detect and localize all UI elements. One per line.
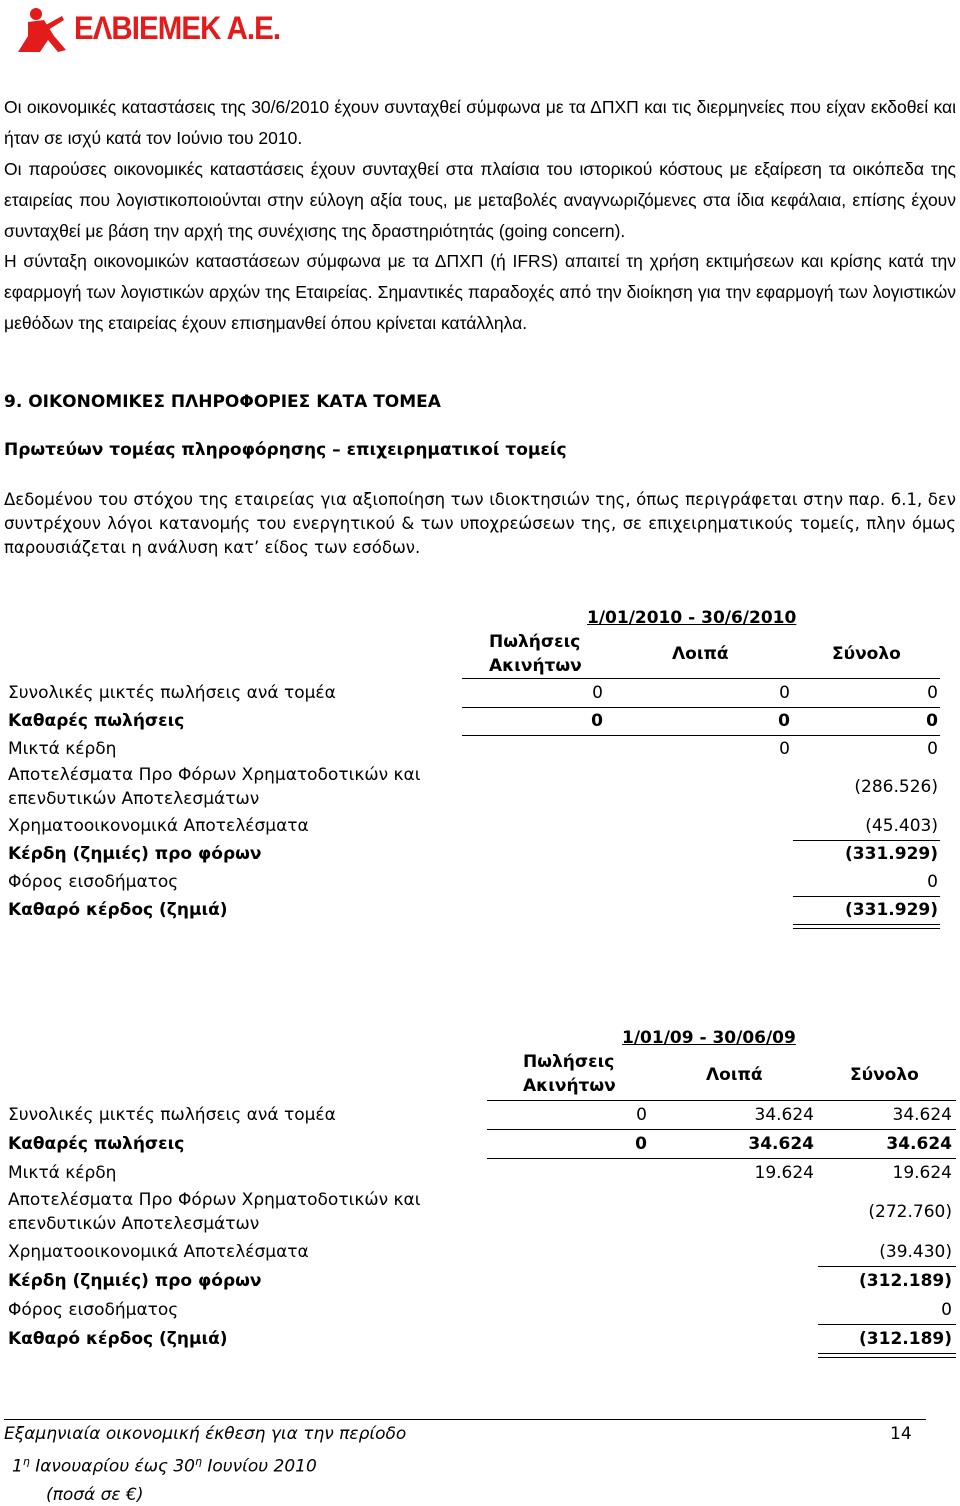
row-label: Μικτά κέρδη xyxy=(8,739,117,759)
cell-value: 0 xyxy=(927,872,938,892)
column-header-total: Σύνολο xyxy=(850,1065,919,1085)
column-header-other: Λοιπά xyxy=(672,644,729,664)
paragraph-2: Οι παρούσες οικονομικές καταστάσεις έχουν συνταχθεί στα πλαίσια του ιστορικού κόστους με εξαίρεση τα οικόπεδα της εταιρείας που λογιστικοποιούνται στην εύλογη αξία τους, με μεταβολές αναγνωριζόμενες στα ίδια κεφάλαια, επίσης έχουν συνταχθεί με βάση την αρχή της συνέχισης της δραστηριότητάς (going concern). xyxy=(4,159,956,241)
table-period: 1/01/09 - 30/06/09 xyxy=(622,1028,796,1048)
row-label: Κέρδη (ζημιές) προ φόρων xyxy=(8,844,262,864)
cell-value: 0 xyxy=(778,711,790,731)
cell-value: (272.760) xyxy=(868,1202,952,1222)
row-label: Καθαρές πωλήσεις xyxy=(8,1134,185,1154)
column-header-property-sales: Πωλήσεις xyxy=(489,632,581,652)
row-label: Καθαρό κέρδος (ζημιά) xyxy=(8,1329,228,1349)
row-label: Χρηματοοικονομικά Αποτελέσματα xyxy=(8,1242,309,1262)
paragraph-4: Δεδομένου του στόχου της εταιρείας για αξιοποίηση των ιδιοκτησιών της, όπως περιγράφεται στην παρ. 6.1, δεν συντρέχουν λόγοι κατανομής του ενεργητικού & των υποχρεώσεων της, σε επιχειρηματικούς τομείς, πλην όμως παρουσιάζεται η ανάλυση κατ’ είδος των εσόδων. xyxy=(4,490,956,557)
company-logo xyxy=(14,6,304,54)
subsection-title: Πρωτεύων τομέας πληροφόρησης – επιχειρηματικοί τομείς xyxy=(4,440,567,460)
cell-value: (312.189) xyxy=(859,1329,952,1349)
paragraph-1: Οι οικονομικές καταστάσεις της 30/6/2010 έχουν συνταχθεί σύμφωνα με τα ΔΠΧΠ και τις διερμηνείες που είχαν εκδοθεί και ήταν σε ισχύ κατά τον Ιούνιο του 2010. xyxy=(4,97,956,148)
row-label: Μικτά κέρδη xyxy=(8,1163,117,1183)
row-label: Καθαρό κέρδος (ζημιά) xyxy=(8,900,228,920)
footer-report-title: Εξαμηνιαία οικονομική έκθεση για την περίοδο xyxy=(4,1424,407,1444)
row-label: Κέρδη (ζημιές) προ φόρων xyxy=(8,1271,262,1291)
cell-value: (39.430) xyxy=(879,1242,952,1262)
row-label: Αποτελέσματα Προ Φόρων Χρηματοδοτικών και xyxy=(8,1190,421,1210)
column-header-property-sales-line2: Ακινήτων xyxy=(523,1076,616,1096)
column-header-total: Σύνολο xyxy=(832,644,901,664)
paragraph-3: Η σύνταξη οικονομικών καταστάσεων σύμφωνα με τα ΔΠΧΠ (ή IFRS) απαιτεί τη χρήση εκτιμήσεων και κρίσης κατά την εφαρμογή των λογιστικών αρχών της Εταιρείας. Σημαντικές παραδοχές από την διοίκηση για την εφαρμογή των λογιστικών μεθόδων της εταιρείας έχουν επισημανθεί όπου κρίνεται κατάλληλα. xyxy=(4,251,956,333)
company-name: ΕΛΒΙΕΜΕΚ Α.Ε. xyxy=(74,10,281,46)
cell-value: 34.624 xyxy=(886,1134,952,1154)
cell-value: 0 xyxy=(592,683,603,703)
cell-value: (312.189) xyxy=(859,1271,952,1291)
cell-value: 0 xyxy=(941,1300,952,1320)
row-label-line2: επενδυτικών Αποτελεσμάτων xyxy=(8,789,260,809)
cell-value: 0 xyxy=(927,683,938,703)
cell-value: 34.624 xyxy=(748,1134,814,1154)
cell-value: 0 xyxy=(926,711,938,731)
row-label: Φόρος εισοδήματος xyxy=(8,1300,179,1320)
row-label: Συνολικές μικτές πωλήσεις ανά τομέα xyxy=(8,683,336,703)
row-label: Χρηματοοικονομικά Αποτελέσματα xyxy=(8,816,309,836)
cell-value: 0 xyxy=(636,1105,647,1125)
page-number: 14 xyxy=(890,1424,912,1444)
cell-value: (331.929) xyxy=(845,900,938,920)
cell-value: (286.526) xyxy=(854,777,938,797)
row-label: Αποτελέσματα Προ Φόρων Χρηματοδοτικών και xyxy=(8,765,421,785)
cell-value: 34.624 xyxy=(892,1105,952,1125)
footer-period: $1^\eta$ Ιανουαρίου έως $30^\eta$ Ιουνίου 2010 xyxy=(12,1455,317,1477)
cell-value: 34.624 xyxy=(754,1105,814,1125)
row-label: Καθαρές πωλήσεις xyxy=(8,711,185,731)
row-label: Συνολικές μικτές πωλήσεις ανά τομέα xyxy=(8,1105,336,1125)
cell-value: (331.929) xyxy=(845,844,938,864)
worker-logo-icon xyxy=(14,6,74,54)
row-label: Φόρος εισοδήματος xyxy=(8,872,179,892)
section-title: 9. ΟΙΚΟΝΟΜΙΚΕΣ ΠΛΗΡΟΦΟΡΙΕΣ ΚΑΤΑ ΤΟΜΕΑ xyxy=(4,392,441,412)
cell-value: 0 xyxy=(779,683,790,703)
cell-value: (45.403) xyxy=(865,816,938,836)
cell-value: 0 xyxy=(635,1134,647,1154)
cell-value: 0 xyxy=(927,739,938,759)
row-label-line2: επενδυτικών Αποτελεσμάτων xyxy=(8,1214,260,1234)
column-header-property-sales: Πωλήσεις xyxy=(523,1052,615,1072)
column-header-property-sales-line2: Ακινήτων xyxy=(489,656,582,676)
cell-value: 19.624 xyxy=(754,1163,814,1183)
cell-value: 19.624 xyxy=(892,1163,952,1183)
column-header-other: Λοιπά xyxy=(706,1065,763,1085)
table-period: 1/01/2010 - 30/6/2010 xyxy=(587,608,797,628)
cell-value: 0 xyxy=(591,711,603,731)
footer-currency-note: (ποσά σε €) xyxy=(46,1485,144,1505)
cell-value: 0 xyxy=(779,739,790,759)
